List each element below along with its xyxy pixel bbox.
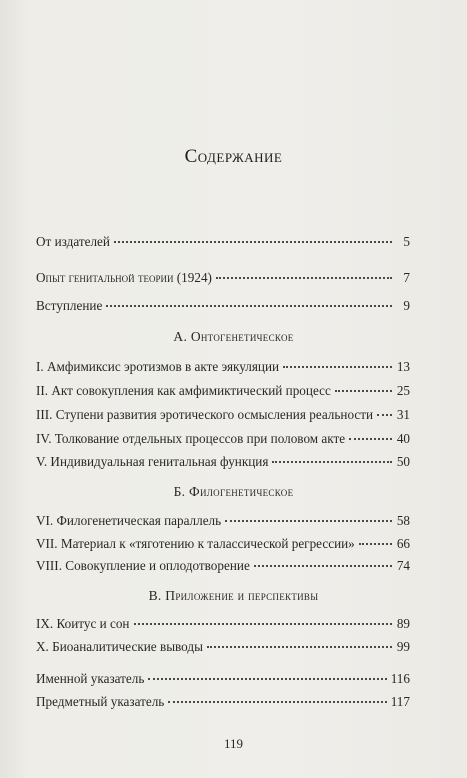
toc-entry-page: 74	[396, 558, 410, 573]
toc-entry-page: 58	[396, 513, 410, 528]
toc-entry-label: VIII. Совокупление и оплодотворение	[36, 558, 250, 573]
dot-leader	[349, 437, 392, 440]
toc-entry-label: II. Акт совокупления как амфимиктический процесс	[36, 383, 331, 398]
toc-entry-page: 50	[396, 454, 410, 469]
dot-leader	[148, 677, 386, 680]
toc-entry-label: Именной указатель	[36, 671, 145, 686]
toc-entry	[36, 534, 410, 554]
toc-entry	[36, 692, 410, 712]
toc-entry-label: III. Ступени развития эротического осмысления реальности	[36, 407, 374, 422]
dot-leader	[106, 304, 392, 307]
toc-entry-page: 116	[390, 671, 410, 686]
dot-leader	[134, 622, 393, 625]
toc-entry	[36, 357, 410, 377]
dot-leader	[216, 276, 392, 279]
toc-entry-page: 40	[396, 431, 410, 446]
dot-leader	[359, 542, 392, 545]
toc-entry-page: 7	[403, 270, 410, 285]
toc-entry-label: Опыт генитальной теории (1924)	[36, 270, 212, 285]
toc-entry-label: От издателей	[36, 234, 110, 249]
section-heading: В. Приложение и перспективы	[148, 588, 319, 603]
toc-entry	[36, 637, 410, 657]
toc-entry-page: 117	[390, 694, 410, 709]
toc-entry	[36, 405, 410, 425]
toc-entry-label: Предметный указатель	[36, 694, 165, 709]
dot-leader	[335, 389, 392, 392]
toc-entry-page: 66	[396, 536, 410, 551]
toc-entry-page: 5	[403, 234, 410, 249]
page-title: Содержание	[184, 146, 283, 167]
toc-entry	[36, 429, 410, 449]
toc-entry-label: VI. Филогенетическая параллель	[36, 513, 222, 528]
toc-entry-page: 9	[403, 298, 410, 313]
dot-leader	[283, 365, 392, 368]
dot-leader	[114, 240, 392, 243]
toc-entry-page: 89	[396, 616, 410, 631]
toc-entry	[36, 296, 410, 316]
toc-entry	[36, 381, 410, 401]
toc-entry-label: V. Индивидуальная генитальная функция	[36, 454, 269, 469]
toc-entry	[36, 452, 410, 472]
toc-entry-label: I. Амфимиксис эротизмов в акте эякуляции	[36, 359, 280, 374]
dot-leader	[377, 413, 392, 416]
toc-entry-page: 99	[396, 639, 410, 654]
toc-entry-page: 25	[396, 383, 410, 398]
toc-entry-page: 31	[396, 407, 410, 422]
toc-entry	[36, 511, 410, 531]
toc-entry	[36, 614, 410, 634]
toc-entry-label: Вступление	[36, 298, 103, 313]
dot-leader	[272, 460, 392, 463]
toc-entry	[36, 268, 410, 288]
dot-leader	[207, 645, 392, 648]
toc-entry-page: 13	[396, 359, 410, 374]
toc-entry-label: X. Биоаналитические выводы	[36, 639, 203, 654]
toc-entry	[36, 556, 410, 576]
toc-entry	[36, 669, 410, 689]
section-heading: А. Онтогенетическое	[173, 329, 294, 344]
dot-leader	[225, 519, 392, 522]
page-number: 119	[223, 736, 244, 751]
section-heading: Б. Филогенетическое	[173, 484, 294, 499]
toc-entry-label: IV. Толкование отдельных процессов при половом акте	[36, 431, 346, 446]
toc-entry-label: VII. Материал к «тяготению к талассической регрессии»	[36, 536, 355, 551]
toc-entry-label: IX. Коитус и сон	[36, 616, 130, 631]
toc-entry	[36, 232, 410, 252]
dot-leader	[254, 564, 392, 567]
dot-leader	[168, 700, 386, 703]
